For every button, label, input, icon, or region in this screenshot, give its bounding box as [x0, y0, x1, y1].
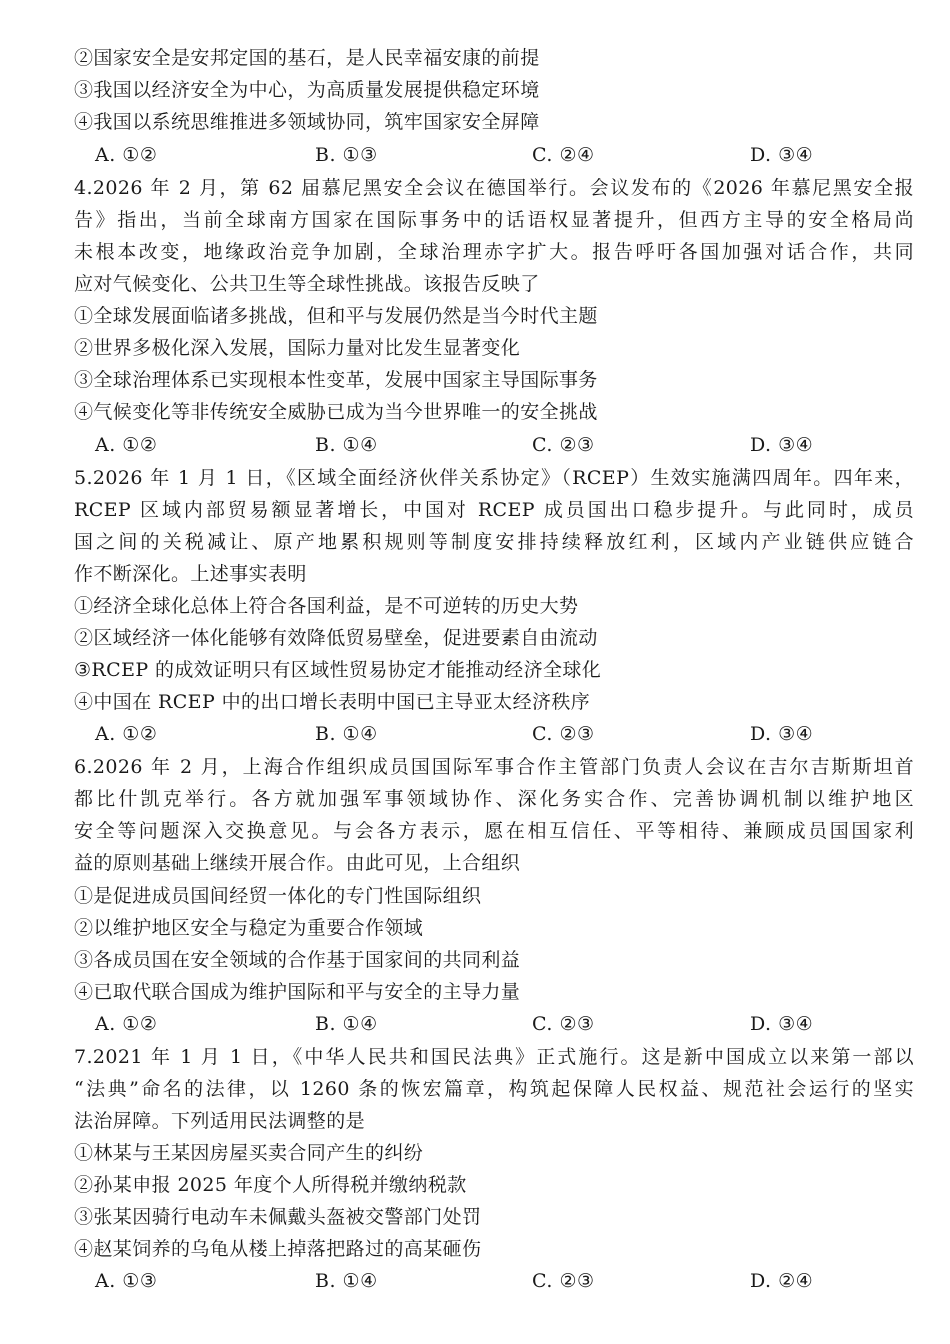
q4-option-3: ③全球治理体系已实现根本性变革，发展中国家主导国际事务: [74, 369, 598, 391]
q7-choice-a[interactable]: A. ①③: [95, 1270, 158, 1292]
q5-stem-line-1: 5.2026 年 1 月 1 日，《区域全面经济伙伴关系协定》（RCEP）生效实施满四周年。四年来，: [74, 467, 914, 489]
q5-choice-b[interactable]: B. ①④: [315, 723, 378, 745]
q7-choice-d[interactable]: D. ②④: [750, 1270, 814, 1292]
q6-choices: [95, 1009, 835, 1039]
q3-choice-c[interactable]: C. ②④: [532, 144, 595, 166]
q7-choice-b[interactable]: B. ①④: [315, 1270, 378, 1292]
q7-choice-c[interactable]: C. ②③: [532, 1270, 595, 1292]
q7-option-2: ②孙某申报 2025 年度个人所得税并缴纳税款: [74, 1174, 467, 1196]
q7-choices: [95, 1266, 835, 1296]
q7-stem-line-2: “法典”命名的法律，以 1260 条的恢宏篇章，构筑起保障人民权益、规范社会运行的坚实: [74, 1078, 914, 1100]
q4-stem-line-4: 应对气候变化、公共卫生等全球性挑战。该报告反映了: [74, 273, 540, 295]
q6-stem-line-4: 益的原则基础上继续开展合作。由此可见，上合组织: [74, 852, 521, 874]
q5-choices: [95, 719, 835, 749]
q4-choices: [95, 430, 835, 460]
q6-option-2: ②以维护地区安全与稳定为重要合作领域: [74, 917, 424, 939]
q6-stem-line-1: 6.2026 年 2 月，上海合作组织成员国国际军事合作主管部门负责人会议在吉尔吉斯斯坦首: [74, 756, 914, 778]
q5-option-1: ①经济全球化总体上符合各国利益，是不可逆转的历史大势: [74, 595, 579, 617]
q7-option-4: ④赵某饲养的乌龟从楼上掉落把路过的高某砸伤: [74, 1238, 482, 1260]
q3-choice-b[interactable]: B. ①③: [315, 144, 378, 166]
q6-stem-line-2: 都比什凯克举行。各方就加强军事领域协作、深化务实合作、完善协调机制以维护地区: [74, 788, 914, 810]
q7-option-1: ①林某与王某因房屋买卖合同产生的纠纷: [74, 1142, 424, 1164]
q6-option-4: ④已取代联合国成为维护国际和平与安全的主导力量: [74, 981, 521, 1003]
q5-stem-line-4: 作不断深化。上述事实表明: [74, 563, 307, 585]
q7-stem-line-1: 7.2021 年 1 月 1 日，《中华人民共和国民法典》正式施行。这是新中国成立以来第一部以: [74, 1046, 914, 1068]
q7-option-3: ③张某因骑行电动车未佩戴头盔被交警部门处罚: [74, 1206, 482, 1228]
q4-option-1: ①全球发展面临诸多挑战，但和平与发展仍然是当今时代主题: [74, 305, 598, 327]
q6-option-3: ③各成员国在安全领域的合作基于国家间的共同利益: [74, 949, 521, 971]
q4-option-2: ②世界多极化深入发展，国际力量对比发生显著变化: [74, 337, 521, 359]
q5-option-4: ④中国在 RCEP 中的出口增长表明中国已主导亚太经济秩序: [74, 691, 591, 713]
q6-choice-b[interactable]: B. ①④: [315, 1013, 378, 1035]
q3-option-2: ②国家安全是安邦定国的基石，是人民幸福安康的前提: [74, 47, 540, 69]
q5-option-3: ③RCEP 的成效证明只有区域性贸易协定才能推动经济全球化: [74, 659, 602, 681]
q3-option-3: ③我国以经济安全为中心，为高质量发展提供稳定环境: [74, 79, 540, 101]
q4-choice-a[interactable]: A. ①②: [95, 434, 158, 456]
q6-choice-a[interactable]: A. ①②: [95, 1013, 158, 1035]
q3-choice-d[interactable]: D. ③④: [750, 144, 814, 166]
q5-choice-c[interactable]: C. ②③: [532, 723, 595, 745]
q4-choice-c[interactable]: C. ②③: [532, 434, 595, 456]
q3-choice-a[interactable]: A. ①②: [95, 144, 158, 166]
q5-stem-line-2: RCEP 区域内部贸易额显著增长，中国对 RCEP 成员国出口稳步提升。与此同时，成员: [74, 499, 914, 521]
q3-option-4: ④我国以系统思维推进多领域协同，筑牢国家安全屏障: [74, 111, 540, 133]
q4-stem-line-1: 4.2026 年 2 月，第 62 届慕尼黑安全会议在德国举行。会议发布的《2026 年慕尼黑安全报: [74, 177, 914, 199]
q4-option-4: ④气候变化等非传统安全威胁已成为当今世界唯一的安全挑战: [74, 401, 598, 423]
q6-choice-c[interactable]: C. ②③: [532, 1013, 595, 1035]
q7-stem-line-3: 法治屏障。下列适用民法调整的是: [74, 1110, 366, 1132]
q4-stem-line-2: 告》指出，当前全球南方国家在国际事务中的话语权显著提升，但西方主导的安全格局尚: [74, 209, 914, 231]
q4-choice-b[interactable]: B. ①④: [315, 434, 378, 456]
q5-choice-d[interactable]: D. ③④: [750, 723, 814, 745]
q5-stem-line-3: 国之间的关税减让、原产地累积规则等制度安排持续释放红利，区域内产业链供应链合: [74, 531, 914, 553]
q6-choice-d[interactable]: D. ③④: [750, 1013, 814, 1035]
q4-choice-d[interactable]: D. ③④: [750, 434, 814, 456]
q5-choice-a[interactable]: A. ①②: [95, 723, 158, 745]
q6-stem-line-3: 安全等问题深入交换意见。与会各方表示，愿在相互信任、平等相待、兼顾成员国国家利: [74, 820, 914, 842]
q3-choices: [95, 140, 835, 170]
q4-stem-line-3: 未根本改变，地缘政治竞争加剧，全球治理赤字扩大。报告呼吁各国加强对话合作，共同: [74, 241, 914, 263]
q6-option-1: ①是促进成员国间经贸一体化的专门性国际组织: [74, 885, 482, 907]
q5-option-2: ②区域经济一体化能够有效降低贸易壁垒，促进要素自由流动: [74, 627, 598, 649]
